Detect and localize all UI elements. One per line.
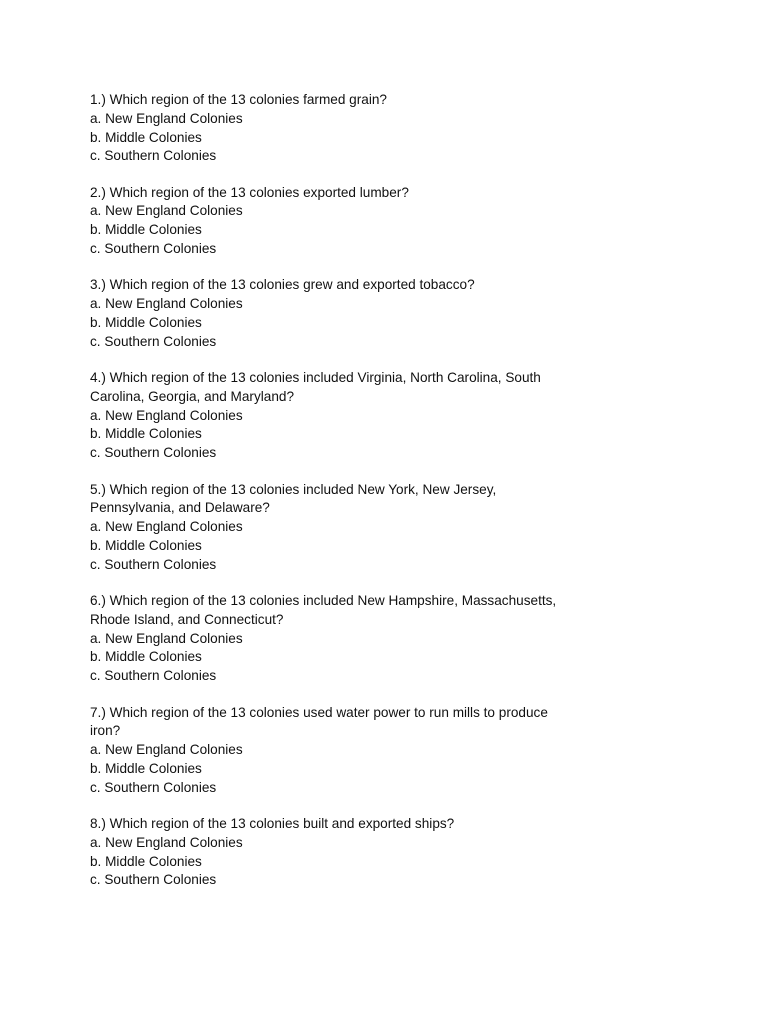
answer-option-a: a. New England Colonies	[90, 110, 243, 126]
question-text: 7.) Which region of the 13 colonies used water power to run mills to produce iron?	[90, 704, 548, 739]
question-text: 6.) Which region of the 13 colonies included New Hampshire, Massachusetts, Rhode Island, and Connecticut?	[90, 593, 557, 627]
question-block	[90, 276, 580, 351]
answer-option-c: c. Southern Colonies	[90, 241, 217, 257]
question-text: 8.) Which region of the 13 colonies built and exported ships?	[90, 816, 455, 831]
answer-option-b: b. Middle Colonies	[90, 760, 202, 776]
answer-option-c: c. Southern Colonies	[90, 668, 217, 684]
answer-option-a: a. New England Colonies	[90, 630, 243, 646]
question-block	[90, 369, 580, 463]
answer-option-c: c. Southern Colonies	[90, 556, 217, 572]
answer-option-a: a. New England Colonies	[90, 203, 243, 219]
question-block	[90, 91, 580, 166]
question-text: 4.) Which region of the 13 colonies included Virginia, North Carolina, South Carolina, Georgia, and Maryland?	[90, 370, 541, 404]
question-block	[90, 184, 580, 259]
answer-option-c: c. Southern Colonies	[90, 148, 217, 164]
question-text: 2.) Which region of the 13 colonies exported lumber?	[90, 184, 409, 200]
answer-option-a: a. New England Colonies	[90, 519, 243, 535]
answer-option-a: a. New England Colonies	[90, 742, 243, 758]
question-block	[90, 592, 580, 686]
answer-option-c: c. Southern Colonies	[90, 333, 217, 349]
question-block	[90, 481, 580, 575]
answer-option-b: b. Middle Colonies	[90, 222, 202, 238]
answer-option-b: b. Middle Colonies	[90, 649, 202, 665]
question-text: 1.) Which region of the 13 colonies farmed grain?	[90, 92, 387, 107]
answer-option-c: c. Southern Colonies	[90, 779, 217, 795]
answer-option-b: b. Middle Colonies	[90, 314, 202, 330]
question-text: 5.) Which region of the 13 colonies included New York, New Jersey, Pennsylvania, and Delaware?	[90, 481, 497, 516]
answer-option-a: a. New England Colonies	[90, 407, 243, 423]
answer-option-c: c. Southern Colonies	[90, 445, 217, 461]
quiz-list	[90, 91, 580, 908]
question-block	[90, 704, 580, 798]
answer-option-b: b. Middle Colonies	[90, 426, 202, 442]
question-block	[90, 815, 580, 890]
answer-option-a: a. New England Colonies	[90, 834, 243, 850]
answer-option-a: a. New England Colonies	[90, 296, 243, 312]
answer-option-b: b. Middle Colonies	[90, 853, 202, 869]
answer-option-c: c. Southern Colonies	[90, 872, 217, 888]
answer-option-b: b. Middle Colonies	[90, 537, 202, 553]
answer-option-b: b. Middle Colonies	[90, 129, 202, 145]
question-text: 3.) Which region of the 13 colonies grew and exported tobacco?	[90, 277, 475, 293]
